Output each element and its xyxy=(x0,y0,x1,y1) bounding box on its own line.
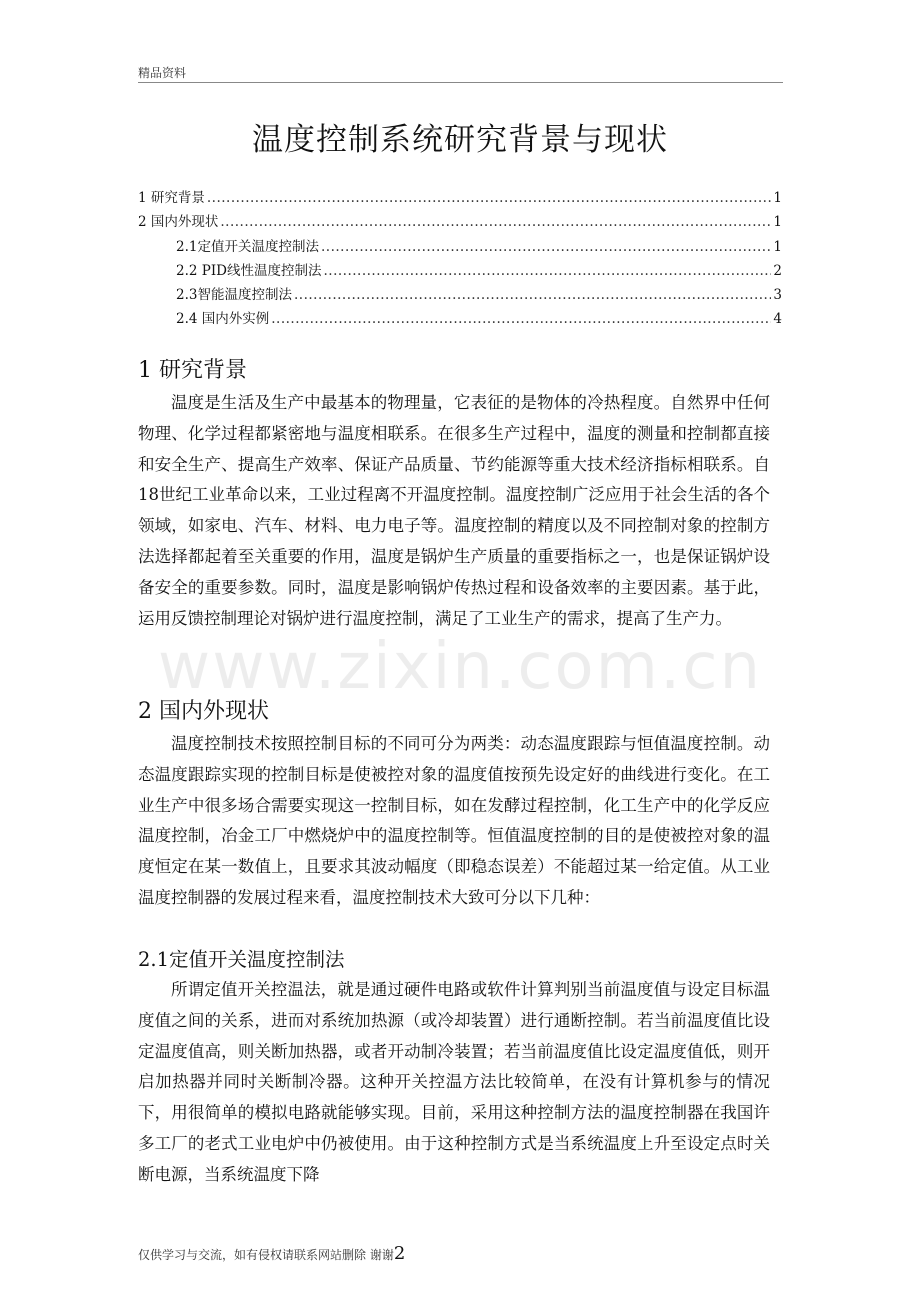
toc-entry-text: 2.2 PID线性温度控制法 xyxy=(176,262,322,279)
toc-entry-page: 1 xyxy=(773,190,782,206)
toc-leader-dots xyxy=(271,311,771,327)
page-header-label: 精品资料 xyxy=(138,66,187,80)
section-paragraph-current-status: 温度控制技术按照控制目标的不同可分为两类：动态温度跟踪与恒值温度控制。动态温度跟踪实现的控制目标是使被控对象的温度值按预先设定好的曲线进行变化。在工业生产中很多场合需要实现这一控制目标，如在发酵过程控制，化工生产中的化学反应温度控制，冶金工厂中燃烧炉中的温度控制等。恒值温度控制的目的是使被控对象的温度恒定在某一数值上，且要求其波动幅度（即稳态误差）不能超过某一给定值。从工业温度控制器的发展过程来看，温度控制技术大致可分以下几种： xyxy=(138,734,770,907)
toc-entry-page: 1 xyxy=(773,238,782,255)
toc-entry[interactable] xyxy=(138,186,782,210)
section-heading-research-background: 1 研究背景 xyxy=(138,358,247,383)
header-divider xyxy=(138,82,783,83)
toc-leader-dots xyxy=(321,239,771,255)
watermark: www.zixin.com.cn xyxy=(157,630,763,704)
section-heading-current-status: 2 国内外现状 xyxy=(138,699,269,724)
toc-leader-dots xyxy=(207,190,772,206)
subsection-paragraph-onoff-control: 所谓定值开关控温法，就是通过硬件电路或软件计算判别当前温度值与设定目标温度值之间的关系，进而对系统加热源（或冷却装置）进行通断控制。若当前温度值比设定温度值高，则关断加热器，或者开动制冷装置；若当前温度值比设定温度值低，则开启加热器并同时关断制冷器。这种开关控温方法比较简单，在没有计算机参与的情况下，用很简单的模拟电路就能够实现。目前，采用这种控制方法的温度控制器在我国许多工厂的老式工业电炉中仍被使用。由于这种控制方式是当系统温度上升至设定点时关断电源，当系统温度下降 xyxy=(138,980,770,1184)
table-of-contents xyxy=(138,186,782,332)
toc-entry-page: 2 xyxy=(773,262,782,279)
toc-entry-text: 2.3智能温度控制法 xyxy=(176,287,292,304)
toc-entry-text: 2 国内外现状 xyxy=(138,214,219,231)
toc-leader-dots xyxy=(324,263,772,279)
footer-notice: 仅供学习与交流，如有侵权请联系网站删除 谢谢 xyxy=(138,1248,394,1262)
toc-entry-text: 2.1定值开关温度控制法 xyxy=(176,238,319,255)
toc-entry-page: 4 xyxy=(773,311,782,328)
toc-entry[interactable] xyxy=(138,235,782,259)
toc-entry[interactable] xyxy=(138,210,782,234)
subsection-heading-onoff-control: 2.1定值开关温度控制法 xyxy=(138,948,345,971)
toc-entry[interactable] xyxy=(138,307,782,331)
toc-entry-page: 3 xyxy=(773,287,782,304)
toc-entry-text: 2.4 国内外实例 xyxy=(176,311,270,328)
footer-page-number: 2 xyxy=(393,1243,406,1264)
toc-entry[interactable] xyxy=(138,259,782,283)
toc-leader-dots xyxy=(220,214,771,230)
toc-entry-page: 1 xyxy=(773,214,782,231)
toc-leader-dots xyxy=(294,287,771,303)
toc-entry-text: 1 研究背景 xyxy=(138,190,205,206)
section-paragraph-research-background: 温度是生活及生产中最基本的物理量，它表征的是物体的冷热程度。自然界中任何物理、化学过程都紧密地与温度相联系。在很多生产过程中，温度的测量和控制都直接和安全生产、提高生产效率、保证产品质量、节约能源等重大技术经济指标相联系。自18世纪工业革命以来，工业过程离不开温度控制。温度控制广泛应用于社会生活的各个领域，如家电、汽车、材料、电力电子等。温度控制的精度以及不同控制对象的控制方法选择都起着至关重要的作用，温度是锅炉生产质量的重要指标之一，也是保证锅炉设备安全的重要参数。同时，温度是影响锅炉传热过程和设备效率的主要因素。基于此，运用反馈控制理论对锅炉进行温度控制，满足了工业生产的需求，提高了生产力。 xyxy=(138,393,770,628)
toc-entry[interactable] xyxy=(138,283,782,307)
page-footer xyxy=(138,1243,405,1264)
document-title: 温度控制系统研究背景与现状 xyxy=(252,122,668,158)
